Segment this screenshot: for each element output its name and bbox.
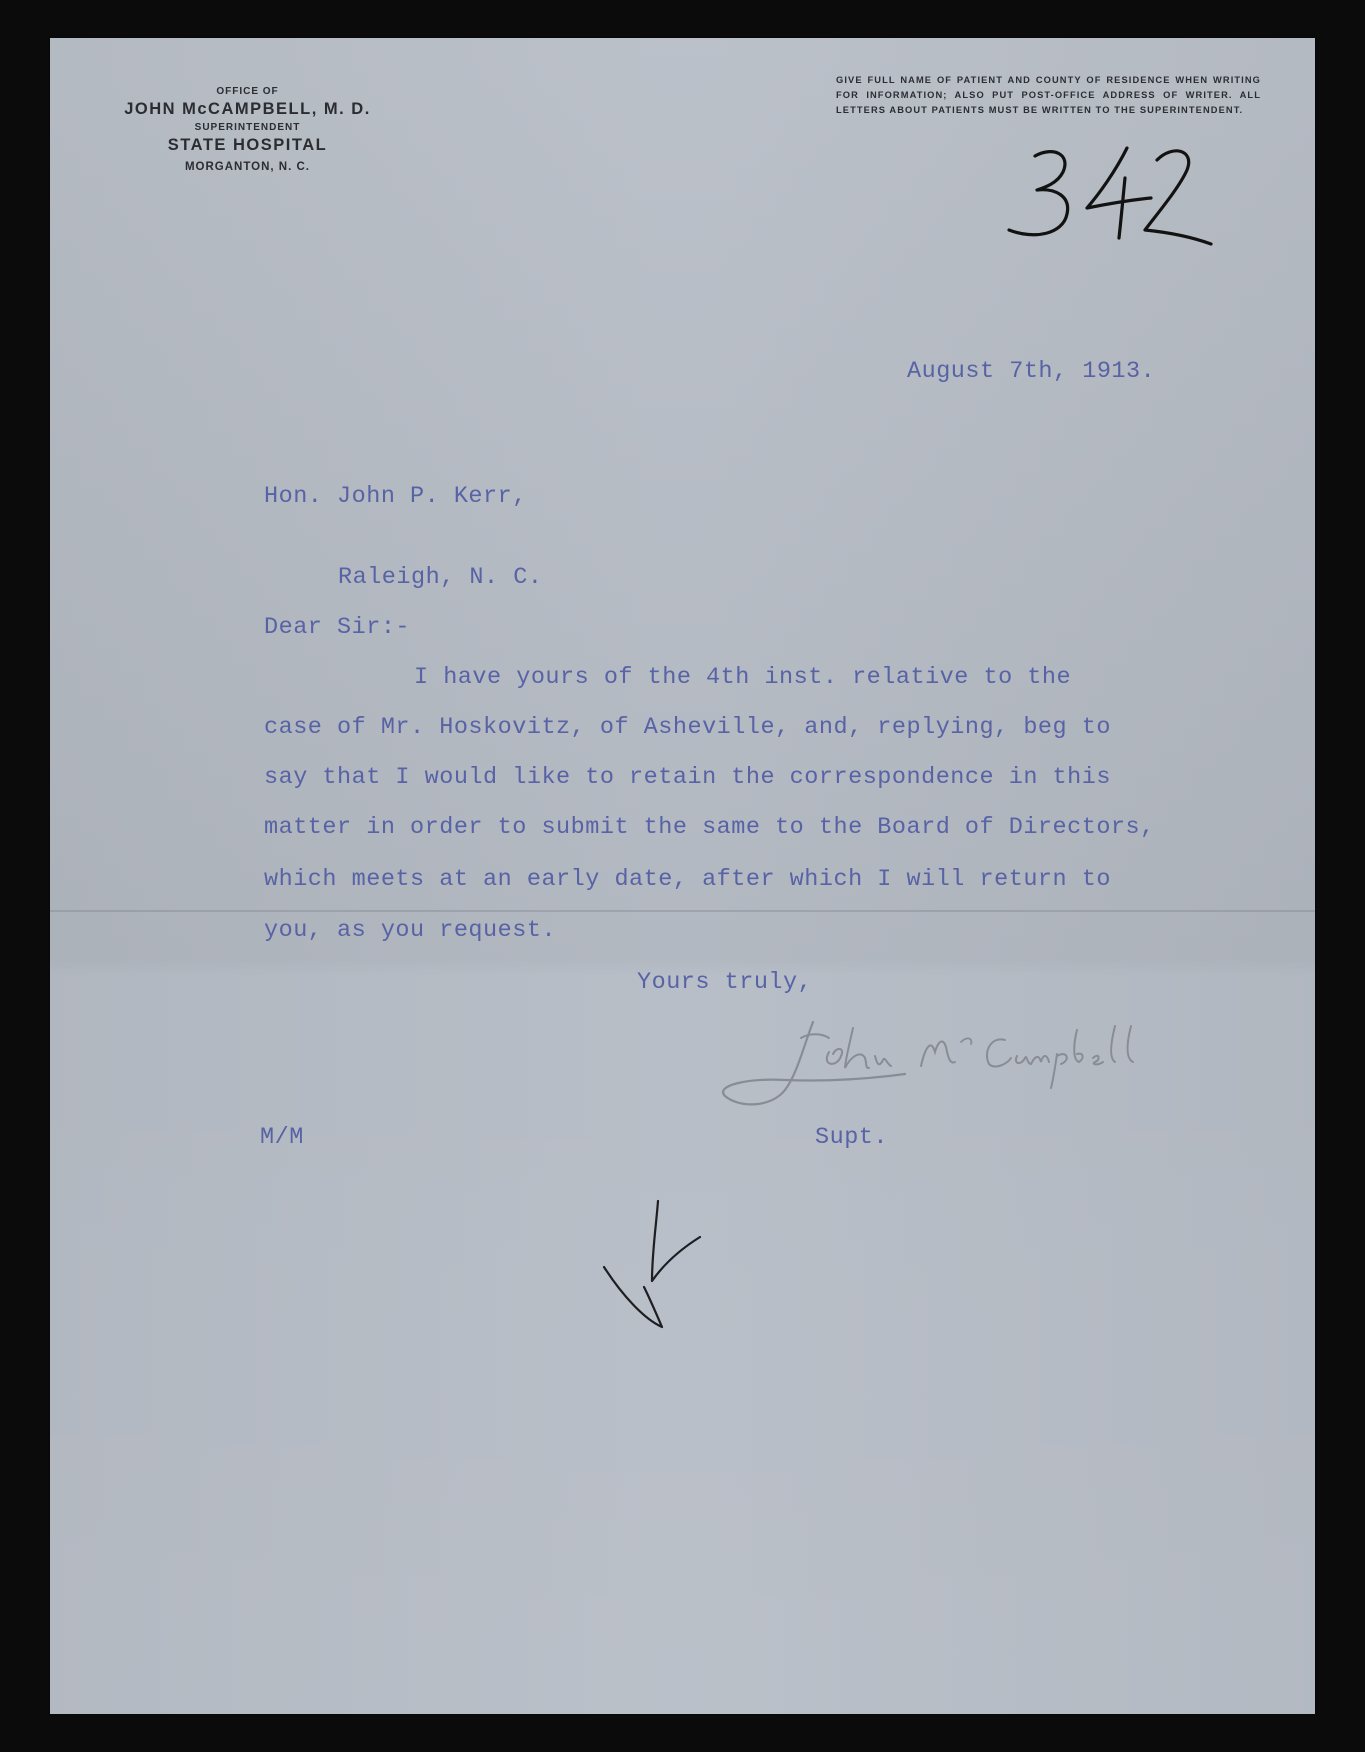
closing: Yours truly,: [637, 969, 813, 996]
body-line: which meets at an early date, after which I will return to: [264, 866, 1111, 893]
letterhead-notice: GIVE FULL NAME OF PATIENT AND COUNTY OF RESIDENCE WHEN WRITING FOR INFORMATION; ALSO PUT POST-OFFICE ADDRESS OF WRITER. ALL LETTERS ABOUT PATIENTS MUST BE WRITTEN TO THE SUPERINTENDENT.: [836, 75, 1261, 115]
signature-john-mccampbell: [705, 1008, 1165, 1118]
body-line: I have yours of the 4th inst. relative to the: [414, 664, 1072, 691]
superintendent-label: SUPERINTENDENT: [194, 122, 301, 133]
institution-name: STATE HOSPITAL: [167, 136, 328, 154]
recipient-city: Raleigh, N. C.: [338, 564, 543, 591]
handwritten-check-mark: [600, 1195, 710, 1335]
institution-location: MORGANTON, N. C.: [184, 161, 311, 173]
body-line: say that I would like to retain the correspondence in this: [264, 764, 1111, 791]
superintendent-name: JOHN McCAMPBELL, M. D.: [124, 100, 371, 118]
body-line: case of Mr. Hoskovitz, of Asheville, and, replying, beg to: [264, 714, 1111, 741]
recipient-name: Hon. John P. Kerr,: [264, 483, 527, 510]
letter-date: August 7th, 1913.: [907, 358, 1156, 385]
salutation: Dear Sir:-: [264, 614, 411, 641]
letterhead-office: [90, 84, 405, 173]
body-line: matter in order to submit the same to the Board of Directors,: [264, 814, 1155, 841]
paper-fold-line: [50, 910, 1315, 912]
typist-initials: M/M: [260, 1124, 304, 1151]
signer-title: Supt.: [815, 1124, 889, 1151]
handwritten-number-342: [975, 138, 1215, 248]
body-line: you, as you request.: [264, 917, 557, 944]
office-of-label: OFFICE OF: [216, 86, 279, 97]
